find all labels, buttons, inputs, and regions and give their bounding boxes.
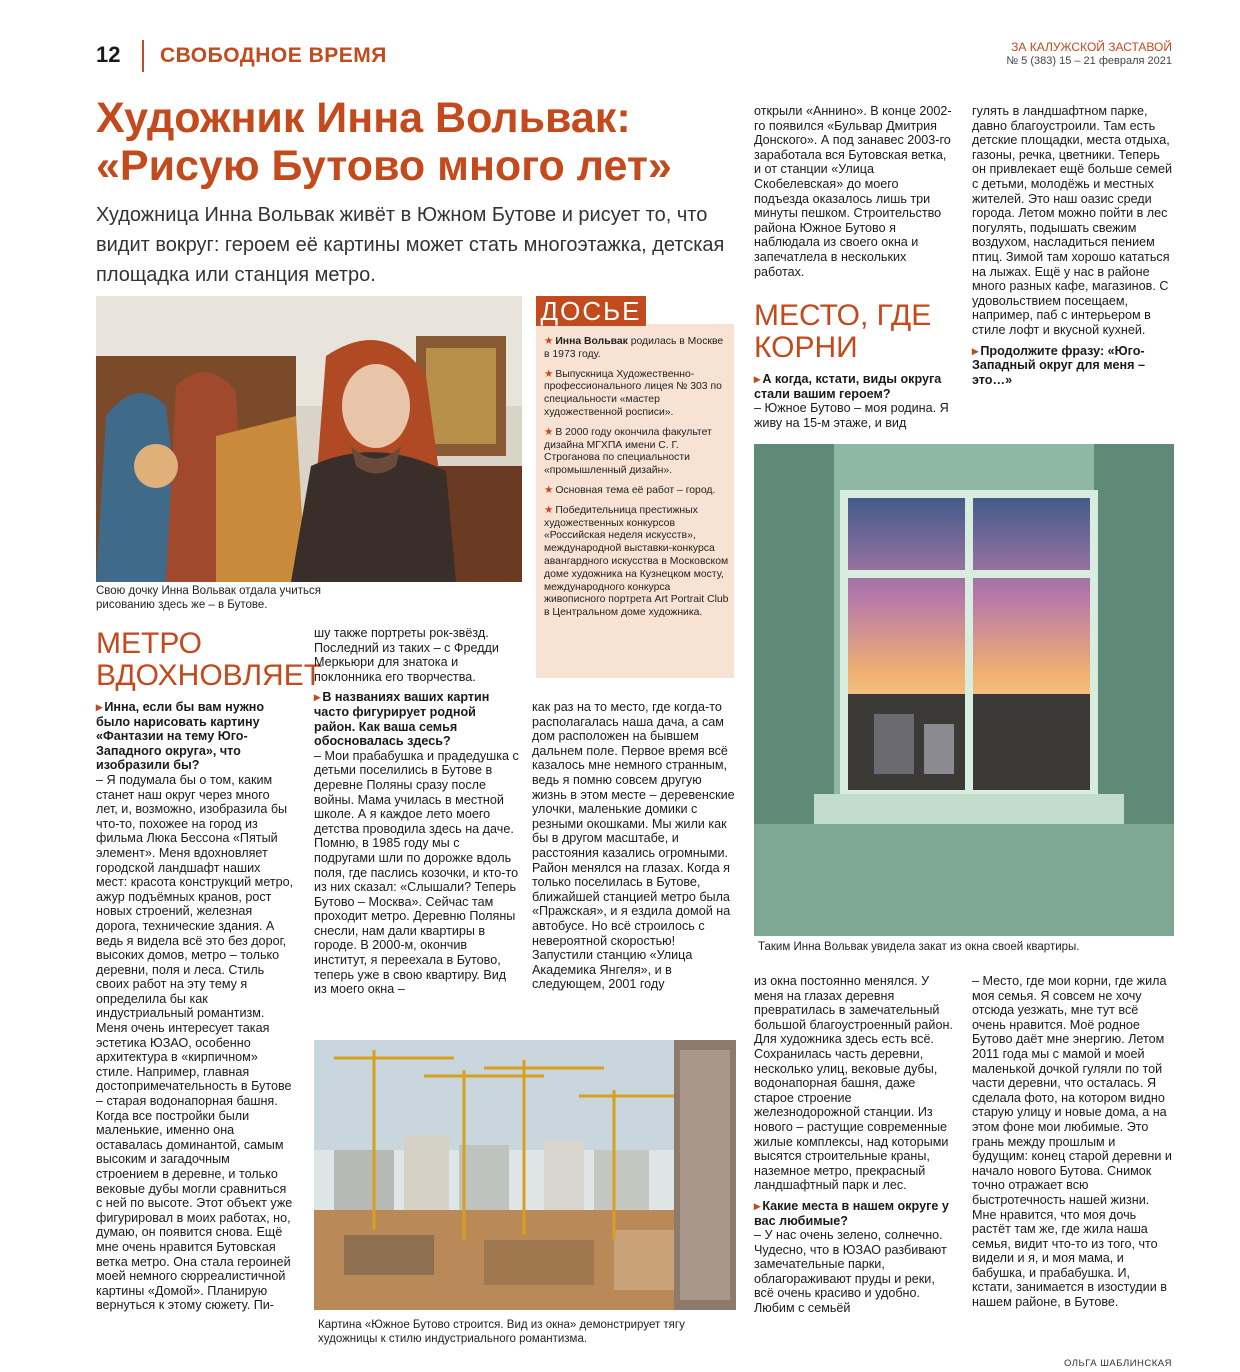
subhead-roots: МЕСТО, ГДЕ КОРНИ [754,299,932,364]
newspaper-name: ЗА КАЛУЖСКОЙ ЗАСТАВОЙ [1011,40,1172,54]
star-icon: ★ [544,504,554,516]
headline-line-2: «Рисую Бутово много лет» [96,142,672,190]
answer-1-continued: шу также портреты рок-звёзд. Последний из таких – с Фредди Меркьюри для знатока и поклонника его творчества. [314,626,499,684]
dosie-name: Инна Вольвак [555,336,628,347]
construction-painting [314,1040,736,1310]
answer-2-continued: как раз на то место, где когда-то располагалась наша дача, а сам дом расположен на бывшем дальнем поле. Первое время всё казалось мне немного странным, ведь я помню совсем другую жизнь в этом месте – деревенские улочки, маленькие домики с резными окошками. Мы жили как бы в другом масштабе, и расстояния казались огромными. Район менялся на глазах. Когда я только поселилась в Бутове, ближайшей станцией метро была «Пражская», и я ездила домой на автобусе. Но всё строилось с невероятной скоростью! Запустили станцию «Улица Академика Янгеля», и в следующем, 2001 году [532,700,735,992]
column-4-top [754,104,954,279]
answer-2-end: открыли «Аннино». В конце 2002-го появился «Бульвар Дмитрия Донского». А под занавес 2003-го заработала вся Бутовская ветка, и от станции «Улица Скобелевская» до моего подъезда оказалось лишь три минуты пешком. Строительство района Южное Бутово я наблюдала из своего окна и запечатлела в нескольких работах. [754,104,952,279]
dosie-item4-text: Основная тема её работ – город. [555,484,716,496]
answer-3-continued: из окна постоянно менялся. У меня на глазах деревня превратилась в замечательный большой благоустроенный район. Для художника здесь есть всё. Сохранилась часть деревни, несколько улиц, вековые дубы, водонапорная башня, даже старое строение железнодорожной станции. Из нового – растущие современные жилые комплексы, над которыми высятся строительные краны, наземное метро, прекрасный ландшафтный парк и лес. [754,974,953,1193]
issue-info: № 5 (383) 15 – 21 февраля 2021 [1006,55,1172,67]
star-icon: ★ [544,484,554,496]
answer-2: – Мои прабабушка и прадедушка с детьми поселились в Бутове в деревне Поляны сразу после войны. Мама училась в местной школе. А я каждое лето моего детства проводила здесь на даче. Помню, в 1985 году мы с подругами шли по дорожке вдоль поля, где паслись козочки, и кто-то из них сказал: «Слышали? Теперь Бутово – Москва». Сейчас там проходит метро. Деревню Поляны снесли, нам дали квартиры в городе. В 2000-м, окончив институт, я переехала в Бутово, теперь уже в свою квартиру. Вид из моего окна – [314,748,519,997]
dosie-item [544,336,730,362]
dosie-item [544,505,730,620]
question-1: ▸ Инна, если бы вам нужно было нарисовать картину «Фантазии на тему Юго-Западного округа», что изобразили бы? [96,700,294,773]
headline [96,94,736,190]
column-2 [314,626,520,997]
column-5-top [972,104,1174,387]
artist-photo [96,296,522,582]
column-5-bottom [972,974,1174,1310]
photo1-caption: Свою дочку Инна Вольвак отдала учиться рисованию здесь же – в Бутове. [96,585,321,611]
question-3: ▸ А когда, кстати, виды округа стали вашим героем? [754,372,954,401]
answer-3: – Южное Бутово – моя родина. Я живу на 15-м этаже, и вид [754,401,949,430]
star-icon: ★ [544,426,554,438]
dosie-title: ДОСЬЕ [536,296,646,326]
headline-line-1: Художник Инна Вольвак: [96,94,631,142]
sunset-window-painting [754,444,1174,936]
answer-4: – У нас очень зелено, солнечно. Чудесно, что в ЮЗАО разбивают замечательные парки, облагораживают пруды и реки, всё очень красиво и удобно. Любим с семьёй [754,1228,947,1316]
question-5: ▸ Продолжите фразу: «Юго-Западный округ для меня – это…» [972,344,1174,388]
question-2: ▸ В названиях ваших картин часто фигурирует родной район. Как ваша семья обосновалась здесь? [314,690,520,748]
dosie-item5-text: Победительница престижных художественных конкурсов «Российская неделя искусств», международной выставки-конкурса авангардного искусства в Московском доме художника на Кузнецком мосту, международного конкурса живописного портрета Art Portrait Club в Центральном доме художника. [544,504,729,619]
answer-5: – Место, где мои корни, где жила моя семья. Я совсем не хочу отсюда уезжать, мне тут всё очень нравится. Моё родное Бутово даёт мне энергию. Летом 2011 года мы с мамой и моей маленькой дочкой гуляли по той части деревни, что осталась. Я сделала фото, на котором видно старую улицу и новые дома, а на этом фоне мои любимые. Это грань между прошлым и будущим: конец старой деревни и начало нового Бутова. Снимок точно отражает всю быстротечность нашей жизни. Мне нравится, что моя дочь растёт там же, где жила наша семья, видит что-то из того, что видели и я, и моя мама, и бабушка, и прабабушка. И, кстати, занимается в изостудии в нашем районе, в Бутове. [972,974,1172,1310]
answer-4-end: гулять в ландшафтном парке, давно благоустроили. Там есть детские площадки, места отдыха, газоны, речка, цветники. Теперь он привлекает ещё больше семей с детьми, молодёжь и местных жителей. Это наш оазис среди города. Летом можно пойти в лес погулять, подышать свежим воздухом, насладиться пением птиц. Зимой там хорошо кататься на лыжах. Ещё у нас в районе много разных кафе, магазинов. С удовольствием посещаем, например, паб с интерьером в стиле лофт и вкусной кухней. [972,104,1173,337]
column-3 [532,700,736,992]
dosie-item [544,369,730,420]
newspaper-masthead [1006,40,1172,68]
dosie-list [544,336,730,627]
column-1 [96,700,294,1313]
column-4-question [754,372,954,430]
section-title: СВОБОДНОЕ ВРЕМЯ [160,44,387,67]
column-4-bottom [754,974,954,1316]
lead-paragraph: Художница Инна Вольвак живёт в Южном Бутове и рисует то, что видит вокруг: героем её картины может стать многоэтажка, детская площадка или станция метро. [96,204,725,286]
author-byline: ОЛЬГА ШАБЛИНСКАЯ [1063,1358,1172,1369]
header-divider [142,40,144,72]
dosie-item1-text: родилась в Москве в 1973 году. [544,336,724,360]
answer-1: – Я подумала бы о том, каким станет наш округ через много лет, и, возможно, изобразила бы что-то, похожее на город из фильма Люка Бессона «Пятый элемент». Меня вдохновляет городской ландшафт наших мест: красота конструкций метро, ажур подъёмных кранов, рост новых строений, железная дорога, технические здания. А ведь я видела всё это без дорог, высоких домов, метро – только деревни, поля и леса. Стиль своих работ на эту тему я определила бы как индустриальный романтизм. Меня очень интересует такая эстетика ЮЗАО, особенно архитектура в «кирпичном» стиле. Например, главная достопримечательность в Бутове – старая водонапорная башня. Когда все постройки были маленькие, именно она оставалась доминантой, самым высоким и загадочным строением в деревне, и только вековые дубы могли сравниться с ней по высоте. Этот объект уже фигурировал в моих работах, но, думаю, он появится снова. Ещё мне очень нравится Бутовская ветка метро. Она стала героиней моей немного сюрреалистичной картины «Домой». Планирую вернуться к этому сюжету. Пи- [96,772,294,1313]
subhead-metro: МЕТРО ВДОХНОВЛЯЕТ [96,627,323,692]
dosie-item [544,427,730,478]
photo2-caption: Таким Инна Вольвак увидела закат из окна своей квартиры. [758,941,1080,953]
page-number: 12 [96,42,121,67]
question-4: ▸ Какие места в нашем округе у вас любимые? [754,1199,954,1228]
dosie-item3-text: В 2000 году окончила факультет дизайна МГХПА имени С. Г. Строганова по специальности «промышленный дизайн». [544,426,712,477]
star-icon: ★ [544,368,554,380]
dosie-item [544,485,730,498]
photo3-caption: Картина «Южное Бутово строится. Вид из окна» демонстрирует тягу художницы к стилю индустриального романтизма. [318,1319,685,1345]
dosie-item2-text: Выпускница Художественно-профессионального лицея № 303 по специальности «мастер художественной росписи». [544,368,722,418]
star-icon: ★ [544,336,554,347]
